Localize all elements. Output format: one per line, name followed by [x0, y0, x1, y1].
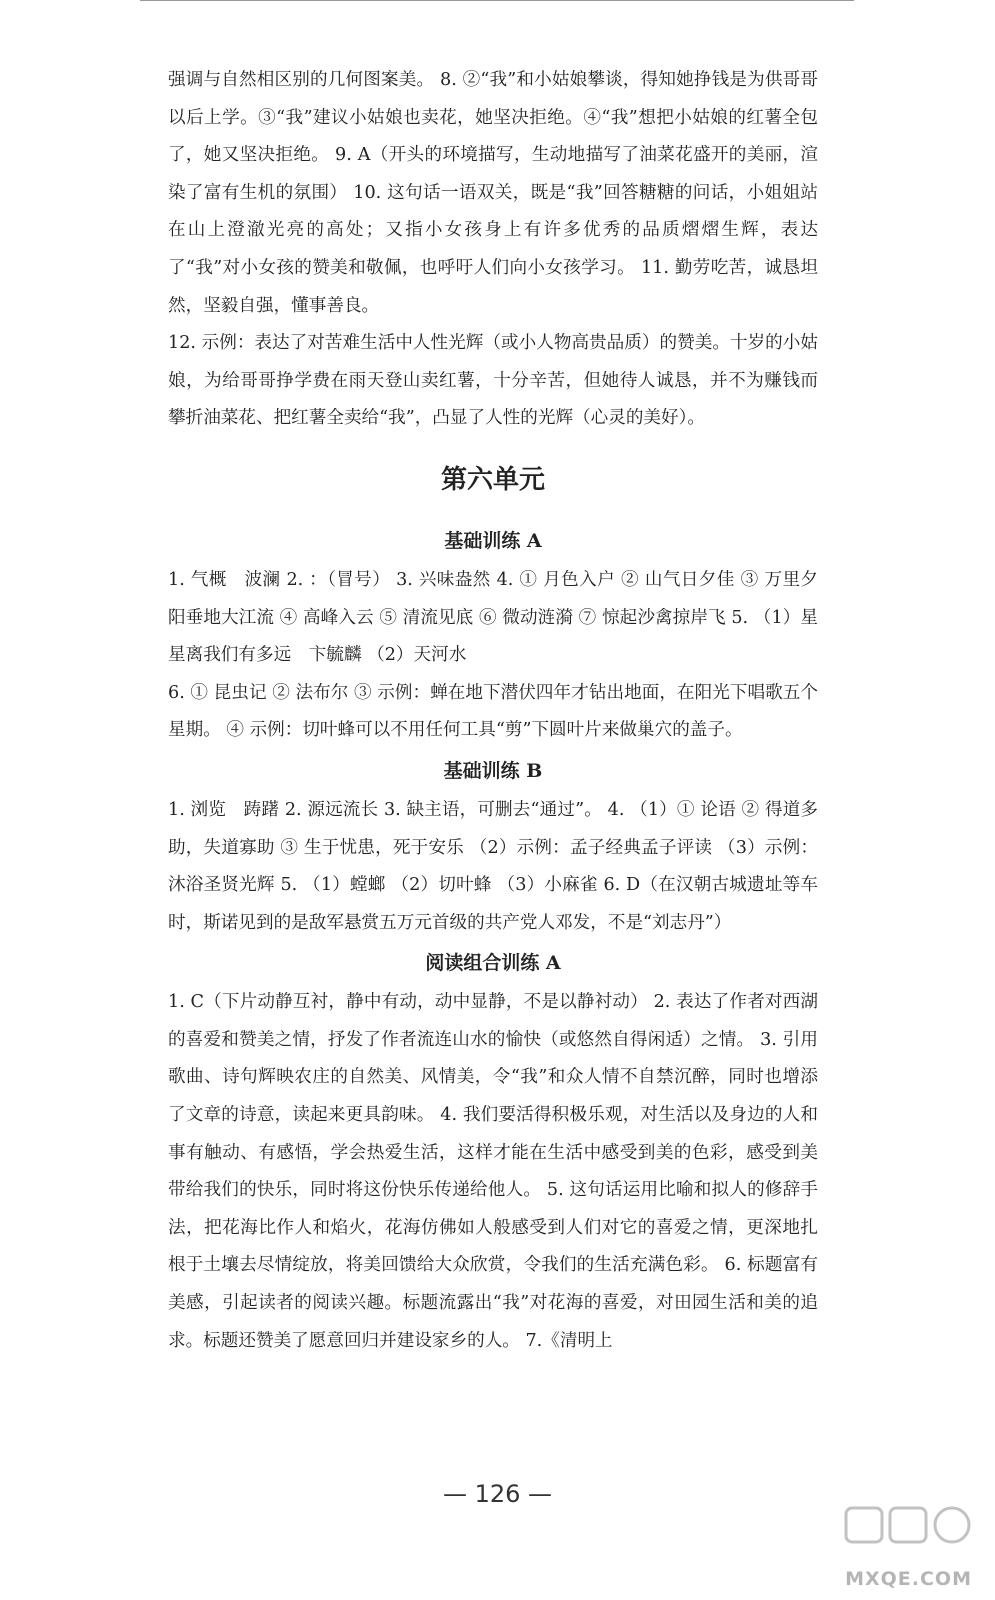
unit-title: 第六单元 — [440, 464, 545, 495]
section-title: 基础训练 A — [444, 529, 542, 552]
paragraph: 6. ① 昆虫记 ② 法布尔 ③ 示例：蝉在地下潜伏四年才钻出地面，在阳光下唱歌五个星期。 ④ 示例：切叶蜂可以不用任何工具“剪”下圆叶片来做巢穴的盖子。 — [168, 682, 818, 741]
watermark-logo — [836, 1498, 978, 1596]
page-number: — 126 — — [442, 1480, 553, 1508]
paragraph: 1. C（下片动静互衬，静中有动，动中显静，不是以静衬动） 2. 表达了作者对西湖的喜爱和赞美之情，抒发了作者流连山水的愉快（或悠然自得闲适）之情。 3. 引用歌曲、诗句辉映农庄的自然美、风情美，令“我”和众人情不自禁沉醉，同时也增添了文章的诗意，读起来更具韵味。 4. 我们要活得积极乐观，对生活以及身边的人和事有触动、有感悟，学会热爱生活，这样才能在生活中感受到美的色彩，感受到美带给我们的快乐，同时将这份快乐传递给他人。 5. 这句话运用比喻和拟人的修辞手法，把花海比作人和焰火，花海仿佛如人般感受到人们对它的喜爱之情，更深地扎根于土壤去尽情绽放，将美回馈给大众欣赏，令我们的生活充满色彩。 6. 标题富有美感，引起读者的阅读兴趣。标题流露出“我”对花海的喜爱，对田园生活和美的追求。标题还赞美了愿意回归并建设家乡的人。 7.《清明上 — [168, 992, 818, 1351]
answer-page — [168, 62, 818, 1360]
section-title: 基础训练 B — [443, 759, 543, 782]
paragraph: 强调与自然相区别的几何图案美。 8. ②“我”和小姑娘攀谈，得知她挣钱是为供哥哥以后上学。③“我”建议小姑娘也卖花，她坚决拒绝。④“我”想把小姑娘的红薯全包了，她又坚决拒绝。 9. A（开头的环境描写，生动地描写了油菜花盛开的美丽，渲染了富有生机的氛围） 10. 这句话一语双关，既是“我”回答糖糖的问话，小姐姐站在山上澄澈光亮的高处；又指小女孩身上有许多优秀的品质熠熠生辉，表达了“我”对小女孩的赞美和敬佩，也呼吁人们向小女孩学习。 11. 勤劳吃苦，诚恳坦然，坚毅自强，懂事善良。 — [168, 70, 818, 316]
paragraph: 1. 气概 波澜 2. ：（冒号） 3. 兴味盎然 4. ① 月色入户 ② 山气日夕佳 ③ 万里夕阳垂地大江流 ④ 高峰入云 ⑤ 清流见底 ⑥ 微动涟漪 ⑦ 惊起沙禽掠岸飞 5. （1）星星离我们有多远 卞毓麟 （2）天河水 — [168, 569, 818, 666]
section-title: 阅读组合训练 A — [425, 952, 561, 975]
paragraph: 12. 示例：表达了对苦难生活中人性光辉（或小人物高贵品质）的赞美。十岁的小姑娘，为给哥哥挣学费在雨天登山卖红薯，十分辛苦，但她待人诚恳，并不为赚钱而攀折油菜花、把红薯全卖给“我”，凸显了人性的光辉（心灵的美好）。 — [168, 333, 818, 429]
paragraph: 1. 浏览 踌躇 2. 源远流长 3. 缺主语，可删去“通过”。 4. （1）① 论语 ② 得道多助，失道寡助 ③ 生于忧患，死于安乐 （2）示例：孟子经典孟子评读 （3）示例：沐浴圣贤光辉 5. （1）螳螂 （2）切叶蜂 （3）小麻雀 6. D（在汉朝古城遗址等车时，斯诺见到的是敌军悬赏五万元首级的共产党人邓发，不是“刘志丹”） — [168, 799, 818, 933]
top-rule — [140, 0, 854, 1]
watermark-text: MXQE.COM — [845, 1568, 972, 1590]
